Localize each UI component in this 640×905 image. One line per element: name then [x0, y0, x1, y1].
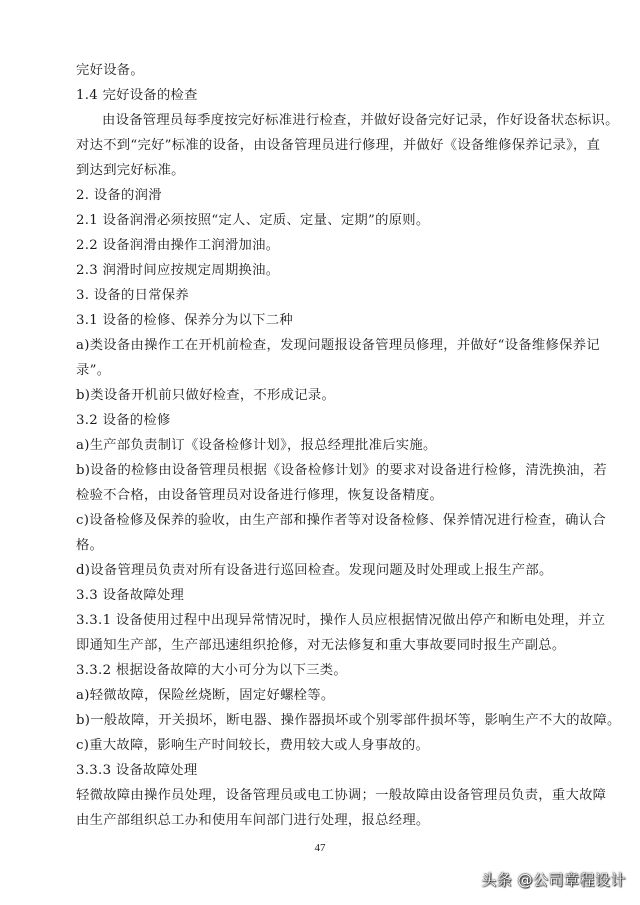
text-line-23: 3.3.1 设备使用过程中出现异常情况时，操作人员应根据情况做出停产和断电处理，并立: [76, 613, 606, 628]
section-heading-3-2: 3.2 设备的检修: [76, 413, 171, 428]
text-line-14: b)类设备开机前只做好检查，不形成记录。: [76, 388, 336, 403]
text-line-3: 由设备管理员每季度按完好标准进行检查，并做好设备完好记录，作好设备状态标识。: [102, 113, 619, 128]
text-line-26: a)轻微故障，保险丝烧断，固定好螺栓等。: [76, 688, 335, 703]
text-line-7: 2.1 设备润滑必须按照“定人、定质、定量、定期”的原则。: [76, 213, 430, 228]
text-line-1: 完好设备。: [76, 63, 144, 78]
text-line-16: a)生产部负责制订《设备检修计划》，报总经理批准后实施。: [76, 438, 437, 453]
text-line-25: 3.3.2 根据设备故障的大小可分为以下三类。: [76, 663, 348, 678]
text-line-30: 轻微故障由操作员处理，设备管理员或电工协调；一般故障由设备管理员负责，重大故障: [76, 788, 607, 803]
text-line-19: c)设备检修及保养的验收，由生产部和操作者等对设备检修、保养情况进行检查，确认合: [76, 513, 606, 528]
text-line-31: 由生产部组织总工办和使用车间部门进行处理，报总经理。: [76, 813, 430, 828]
section-heading-3-1: 3.1 设备的检修、保养分为以下二种: [76, 313, 293, 328]
text-line-12: a)类设备由操作工在开机前检查，发现问题报设备管理员修理，并做好“设备维修保养记: [76, 338, 600, 353]
section-heading-3-3: 3.3 设备故障处理: [76, 588, 185, 603]
text-line-13: 录”。: [76, 363, 111, 378]
section-heading-1-4: 1.4 完好设备的检查: [76, 88, 198, 103]
page-number: 47: [314, 842, 326, 854]
watermark: 头条 @公司章程设计: [481, 871, 626, 889]
text-line-27: b)一般故障，开关损坏，断电器、操作器损坏或个别零部件损坏等，影响生产不大的故障。: [76, 713, 621, 728]
text-line-9: 2.3 润滑时间应按规定周期换油。: [76, 263, 280, 278]
section-heading-3: 3. 设备的日常保养: [76, 288, 189, 303]
text-line-24: 即通知生产部，生产部迅速组织抢修，对无法修复和重大事故要同时报生产副总。: [76, 638, 566, 653]
section-heading-2: 2. 设备的润滑: [76, 188, 162, 203]
text-line-17: b)设备的检修由设备管理员根据《设备检修计划》的要求对设备进行检修，清洗换油，若: [76, 463, 607, 478]
text-line-21: d)设备管理员负责对所有设备进行巡回检查。发现问题及时处理或上报生产部。: [76, 563, 553, 578]
text-line-18: 检验不合格，由设备管理员对设备进行修理，恢复设备精度。: [76, 488, 444, 503]
text-line-20: 格。: [76, 538, 104, 553]
text-line-28: c)重大故障，影响生产时间较长，费用较大或人身事故的。: [76, 738, 430, 753]
text-line-5: 到达到完好标准。: [76, 163, 185, 178]
section-heading-3-3-3: 3.3.3 设备故障处理: [76, 763, 198, 778]
text-line-4: 对达不到“完好”标准的设备，由设备管理员进行修理，并做好《设备维修保养记录》，直: [76, 138, 601, 153]
text-line-8: 2.2 设备润滑由操作工润滑加油。: [76, 238, 280, 253]
